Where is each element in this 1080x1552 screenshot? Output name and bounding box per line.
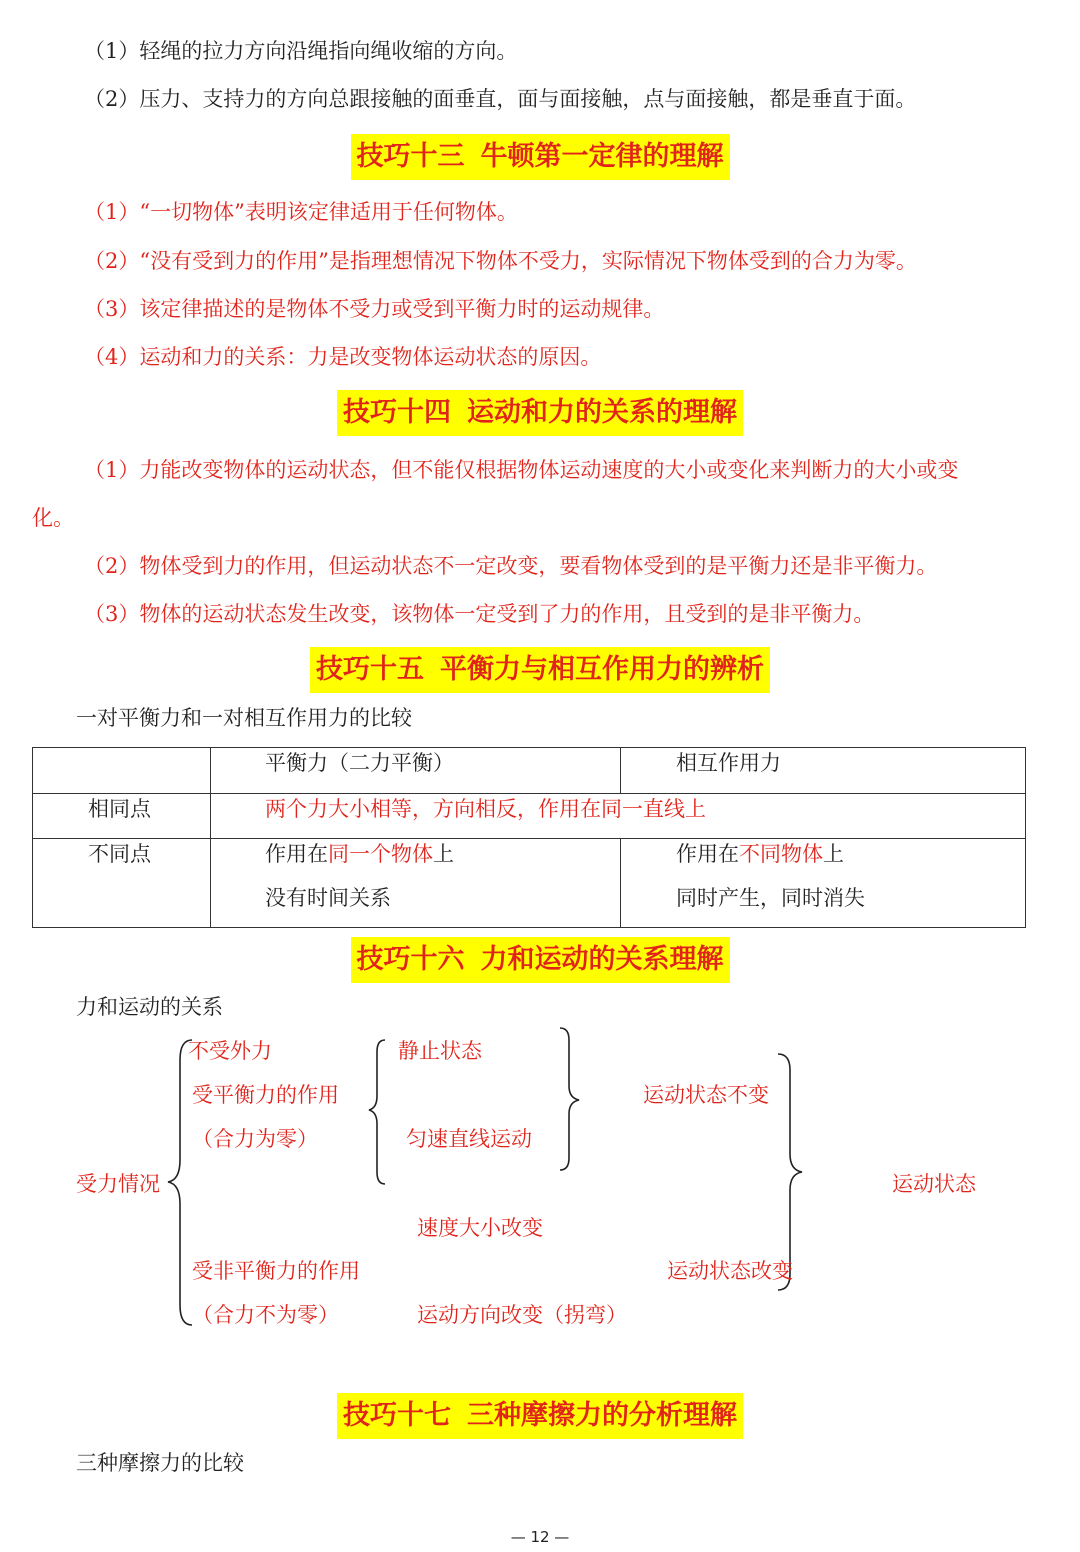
- diff-balance-prefix: 作用在: [265, 842, 328, 866]
- section-13-item-3: （3）该定律描述的是物体不受力或受到平衡力时的运动规律。: [84, 297, 665, 321]
- section-14-title: 运动和力的关系的理解: [467, 397, 737, 428]
- section-13-number: 技巧十三: [356, 141, 465, 172]
- section-15-caption: 一对平衡力和一对相互作用力的比较: [76, 706, 412, 730]
- diagram-rest: 静止状态: [398, 1039, 482, 1063]
- section-17-title: 三种摩擦力的分析理解: [467, 1400, 737, 1431]
- table-same-value: 两个力大小相等，方向相反，作用在同一直线上: [265, 797, 706, 821]
- table-diff-balance-line2: 没有时间关系: [265, 886, 391, 910]
- diagram-unchanged: 运动状态不变: [643, 1083, 769, 1107]
- table-same-label: 相同点: [88, 797, 151, 821]
- section-14-item-2: （2）物体受到力的作用，但运动状态不一定改变，要看物体受到的是平衡力还是非平衡力。: [84, 554, 938, 578]
- section-16-title: 力和运动的关系理解: [480, 944, 724, 975]
- diagram-balanced-note: （合力为零）: [192, 1127, 318, 1151]
- diagram-balanced: 受平衡力的作用: [192, 1083, 339, 1107]
- diff-mutual-highlight: 不同物体: [739, 842, 823, 866]
- diff-mutual-prefix: 作用在: [676, 842, 739, 866]
- diagram-no-force: 不受外力: [188, 1039, 272, 1063]
- brace-state: [778, 1054, 802, 1290]
- diagram-unbalanced: 受非平衡力的作用: [192, 1259, 360, 1283]
- section-14-item-3: （3）物体的运动状态发生改变，该物体一定受到了力的作用，且受到的是非平衡力。: [84, 602, 875, 626]
- diagram-state: 运动状态: [892, 1172, 976, 1196]
- diff-balance-suffix: 上: [433, 842, 454, 866]
- table-header-balance: 平衡力（二力平衡）: [265, 751, 454, 775]
- page-number: — 12 —: [510, 1528, 570, 1546]
- section-14-item-1-cont: 化。: [32, 506, 74, 530]
- brace-states: [560, 1028, 579, 1170]
- section-16-number: 技巧十六: [356, 944, 465, 975]
- table-diff-mutual-line2: 同时产生，同时消失: [676, 886, 865, 910]
- section-17-number: 技巧十七: [343, 1400, 451, 1431]
- section-15-title: 平衡力与相互作用力的辨析: [440, 654, 764, 685]
- section-14-number: 技巧十四: [343, 397, 451, 428]
- diagram-speed-change: 速度大小改变: [417, 1216, 543, 1240]
- section-14-item-1: （1）力能改变物体的运动状态，但不能仅根据物体运动速度的大小或变化来判断力的大小或变: [84, 458, 959, 482]
- diagram-changed: 运动状态改变: [667, 1259, 793, 1283]
- section-17-heading-wrap: [0, 1393, 1080, 1439]
- section-13-item-2: （2）“没有受到力的作用”是指理想情况下物体不受力，实际情况下物体受到的合力为零。: [84, 249, 917, 273]
- top-item-1: （1）轻绳的拉力方向沿绳指向绳收缩的方向。: [84, 39, 518, 63]
- section-13-item-4: （4）运动和力的关系：力是改变物体运动状态的原因。: [84, 345, 602, 369]
- diagram-uniform: 匀速直线运动: [406, 1127, 532, 1151]
- section-17-caption: 三种摩擦力的比较: [76, 1451, 244, 1475]
- section-15-number: 技巧十五: [316, 654, 424, 685]
- diagram-direction-change: 运动方向改变（拐弯）: [417, 1303, 627, 1327]
- section-16-caption: 力和运动的关系: [76, 995, 223, 1019]
- table-diff-label: 不同点: [88, 842, 151, 866]
- diagram-root: 受力情况: [76, 1172, 160, 1196]
- brace-root: [168, 1040, 192, 1325]
- diagram-unbalanced-note: （合力不为零）: [192, 1303, 339, 1327]
- diff-mutual-suffix: 上: [823, 842, 844, 866]
- section-13-item-1: （1）“一切物体”表明该定律适用于任何物体。: [84, 200, 518, 224]
- section-13-title: 牛顿第一定律的理解: [480, 141, 724, 172]
- section-17-heading: [337, 1393, 743, 1439]
- table-header-mutual: 相互作用力: [676, 751, 781, 775]
- diff-balance-highlight: 同一个物体: [328, 842, 433, 866]
- brace-balanced: [369, 1040, 385, 1184]
- top-item-2: （2）压力、支持力的方向总跟接触的面垂直，面与面接触，点与面接触，都是垂直于面。: [84, 87, 917, 111]
